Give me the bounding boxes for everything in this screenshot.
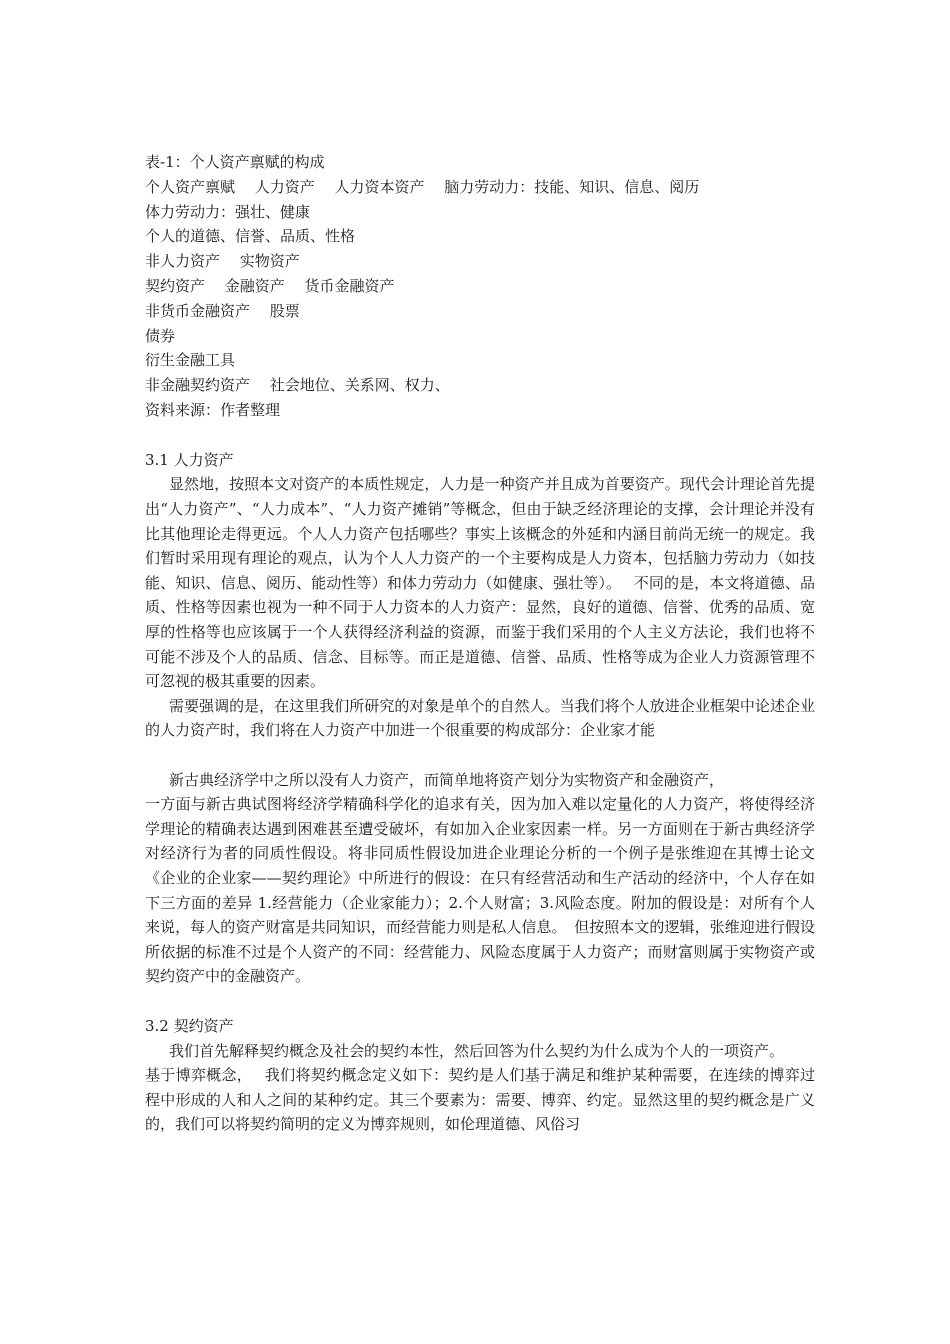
- paragraph: 一方面与新古典试图将经济学精确科学化的追求有关，因为加入难以定量化的人力资产，将使得经济学理论的精确表达遇到困难甚至遭受破坏，有如加入企业家因素一样。另一方面则在于新古典经济学对经济行为者的同质性假设。将非同质性假设加进企业理论分析的一个例子是张维迎在其博士论文《企业的企业家——契约理论》中所进行的假设：在只有经营活动和生产活动的经济中，个人存在如下三方面的差异 1.经营能力（企业家能力）；2.个人财富；3.风险态度。附加的假设是：对所有个人来说，每人的资产财富是共同知识，而经营能力则是私人信息。 但按照本文的逻辑，张维迎进行假设所依据的标准不过是个人资产的不同：经营能力、风险态度属于人力资产；而财富则属于实物资产或契约资产中的金融资产。: [145, 795, 815, 986]
- table-caption: 表-1：个人资产禀赋的构成: [145, 153, 325, 171]
- table-row: 个人的道德、信誉、品质、性格: [145, 227, 356, 246]
- table-row: 契约资产 金融资产 货币金融资产: [145, 276, 395, 295]
- table-row: 非金融契约资产 社会地位、关系网、权力、: [145, 376, 450, 395]
- section-heading: 3.2 契约资产: [145, 1016, 234, 1035]
- table-source: 资料来源：作者整理: [145, 400, 281, 419]
- paragraph: 新古典经济学中之所以没有人力资产，而简单地将资产划分为实物资产和金融资产，: [169, 770, 725, 789]
- table-row: 非货币金融资产 股票: [145, 301, 300, 320]
- table-row: 债券: [145, 326, 176, 345]
- paragraph: 基于博弈概念， 我们将契约概念定义如下：契约是人们基于满足和维护某种需要，在连续的博弈过程中形成的人和人之间的某种约定。其三个要素为：需要、博弈、约定。显然这里的契约概念是广义的，我们可以将契约简明的定义为博弈规则，如伦理道德、风俗习: [145, 1066, 815, 1134]
- section-3-1: [145, 448, 815, 989]
- paragraph: 需要强调的是，在这里我们所研究的对象是单个的自然人。当我们将个人放进企业框架中论述企业的人力资产时，我们将在人力资产中加进一个很重要的构成部分：企业家才能: [145, 696, 815, 740]
- section-3-2: [145, 1014, 815, 1137]
- paragraph: 显然地，按照本文对资产的本质性规定，人力是一种资产并且成为首要资产。现代会计理论首先提出“人力资产”、“人力成本”、“人力资产摊销”等概念，但由于缺乏经济理论的支撑，会计理论并没有比其他理论走得更远。个人人力资产包括哪些？事实上该概念的外延和内涵目前尚无统一的规定。我们暂时采用现有理论的观点，认为个人人力资产的一个主要构成是人力资本，包括脑力劳动力（如技能、知识、信息、阅历、能动性等）和体力劳动力（如健康、强壮等）。 不同的是，本文将道德、品质、性格等因素也视为一种不同于人力资本的人力资产：显然，良好的道德、信誉、优秀的品质、宽厚的性格等也应该属于一个人获得经济利益的资源，而鉴于我们采用的个人主义方法论，我们也将不可能不涉及个人的品质、信念、目标等。而正是道德、信誉、品质、性格等成为企业人力资源管理不可忽视的极其重要的因素。: [145, 475, 815, 691]
- table-row: 体力劳动力：强壮、健康: [145, 202, 311, 221]
- table-1: [145, 150, 815, 423]
- document-page: [145, 150, 815, 1137]
- table-row: 非人力资产 实物资产: [145, 252, 300, 271]
- section-heading: 3.1 人力资产: [145, 450, 234, 469]
- paragraph: 我们首先解释契约概念及社会的契约本性，然后回答为什么契约为什么成为个人的一项资产。: [169, 1041, 785, 1060]
- table-row: 个人资产禀赋 人力资产 人力资本资产 脑力劳动力：技能、知识、信息、阅历: [145, 177, 700, 196]
- table-row: 衍生金融工具: [145, 351, 236, 370]
